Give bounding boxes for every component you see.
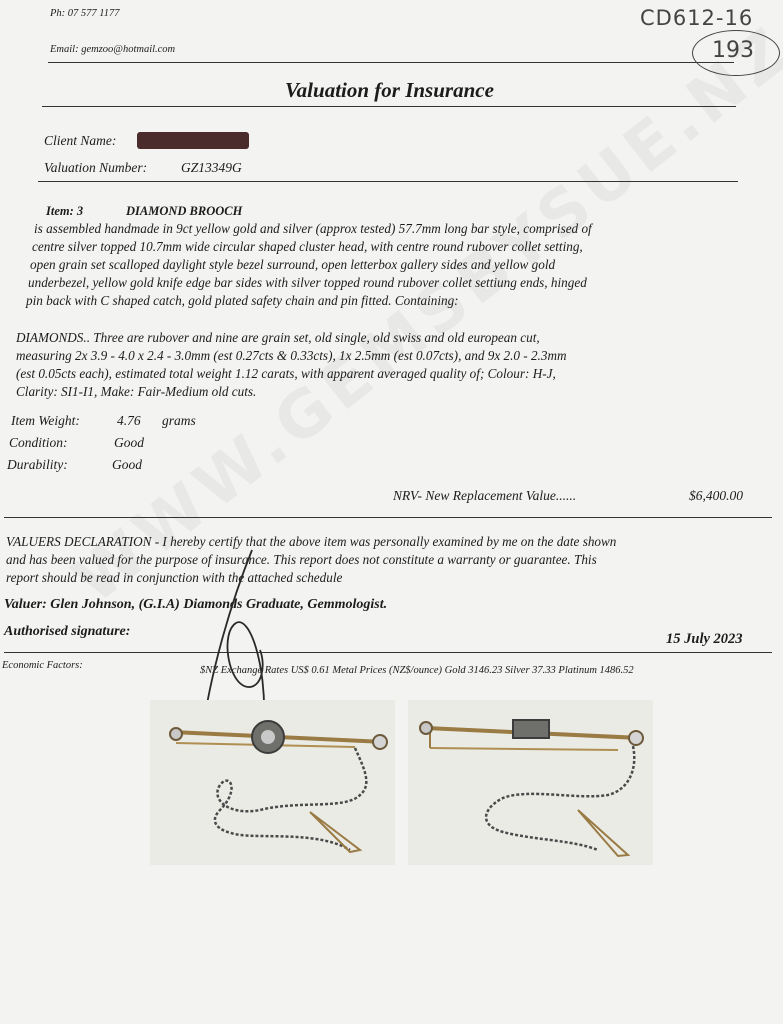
declaration-line: and has been valued for the purpose of insurance. This report does not constitute a warranty or guarantee. This <box>6 552 597 567</box>
valuation-date: 15 July 2023 <box>666 631 743 647</box>
weight-unit: grams <box>162 413 196 428</box>
weight-label: Item Weight: <box>11 413 80 428</box>
client-divider <box>38 181 738 182</box>
brooch-photo-side <box>408 700 653 865</box>
desc-line: pin back with C shaped catch, gold plated safety chain and pin fitted. Containing: <box>26 293 459 308</box>
brooch-photo-front <box>150 700 395 865</box>
diamonds-line: Clarity: SI1-I1, Make: Fair-Medium old cuts. <box>16 384 257 399</box>
desc-line: is assembled handmade in 9ct yellow gold and silver (approx tested) 57.7mm long bar style, comprised of <box>34 221 592 236</box>
valuer-line: Valuer: Glen Johnson, (G.I.A) Diamonds Graduate, Gemmologist. <box>4 597 388 612</box>
declaration-line: report should be read in conjunction with the attached schedule <box>6 570 343 585</box>
client-name-label: Client Name: <box>44 133 117 148</box>
phone-text: Ph: 07 577 1177 <box>50 8 120 19</box>
nrv-value: $6,400.00 <box>689 488 743 503</box>
nrv-label: NRV- New Replacement Value...... <box>393 488 577 503</box>
declaration-text <box>6 533 616 587</box>
brooch-front-illustration <box>150 700 395 865</box>
valuation-number-label: Valuation Number: <box>44 160 148 175</box>
desc-line: underbezel, yellow gold knife edge bar sides with silver topped round rubover collet settiung ends, hinged <box>28 275 587 290</box>
economic-values: $NZ Exchange Rates US$ 0.61 Metal Prices (NZ$/ounce) Gold 3146.23 Silver 37.33 Platinum 1486.52 <box>200 665 634 676</box>
signature-divider <box>4 652 772 653</box>
redacted-client-name <box>137 132 249 149</box>
condition-label: Condition: <box>9 435 68 450</box>
handwritten-number: 193 <box>712 38 754 63</box>
title-divider <box>42 106 736 107</box>
item-name: DIAMOND BROOCH <box>126 204 243 218</box>
email-text: Email: gemzoo@hotmail.com <box>50 44 176 55</box>
diamonds-line: measuring 2x 3.9 - 4.0 x 2.4 - 3.0mm (est 0.27cts & 0.33cts), 1x 2.5mm (est 0.07cts), and 9x 2.0 - 2.3mm <box>16 348 567 363</box>
handwritten-ref: CD612-16 <box>640 6 754 30</box>
valuation-number: GZ13349G <box>181 160 242 175</box>
durability-value: Good <box>112 457 142 472</box>
signature-label: Authorised signature: <box>4 624 131 639</box>
desc-line: open grain set scalloped daylight style bezel surround, open letterbox gallery sides and yellow gold <box>30 257 556 272</box>
header-divider <box>48 62 734 63</box>
diamonds-line: (est 0.05cts each), estimated total weight 1.12 carats, with apparent averaged quality of; Colour: H-J, <box>16 366 556 381</box>
desc-line: centre silver topped 10.7mm wide circular shaped cluster head, with centre round rubover collet setting, <box>32 239 583 254</box>
nrv-divider <box>4 517 772 518</box>
item-description <box>22 220 592 310</box>
item-number: Item: 3 <box>46 204 84 218</box>
declaration-line: VALUERS DECLARATION - I hereby certify that the above item was personally examined by me on the date shown <box>6 534 617 549</box>
economic-label: Economic Factors: <box>2 660 83 671</box>
diamonds-description <box>16 329 567 401</box>
durability-label: Durability: <box>7 457 68 472</box>
page-title: Valuation for Insurance <box>285 78 494 102</box>
weight-value: 4.76 <box>117 413 141 428</box>
condition-value: Good <box>114 435 144 450</box>
diamonds-line: DIAMONDS.. Three are rubover and nine are grain set, old single, old swiss and old european cut, <box>16 330 540 345</box>
brooch-side-illustration <box>408 700 653 865</box>
